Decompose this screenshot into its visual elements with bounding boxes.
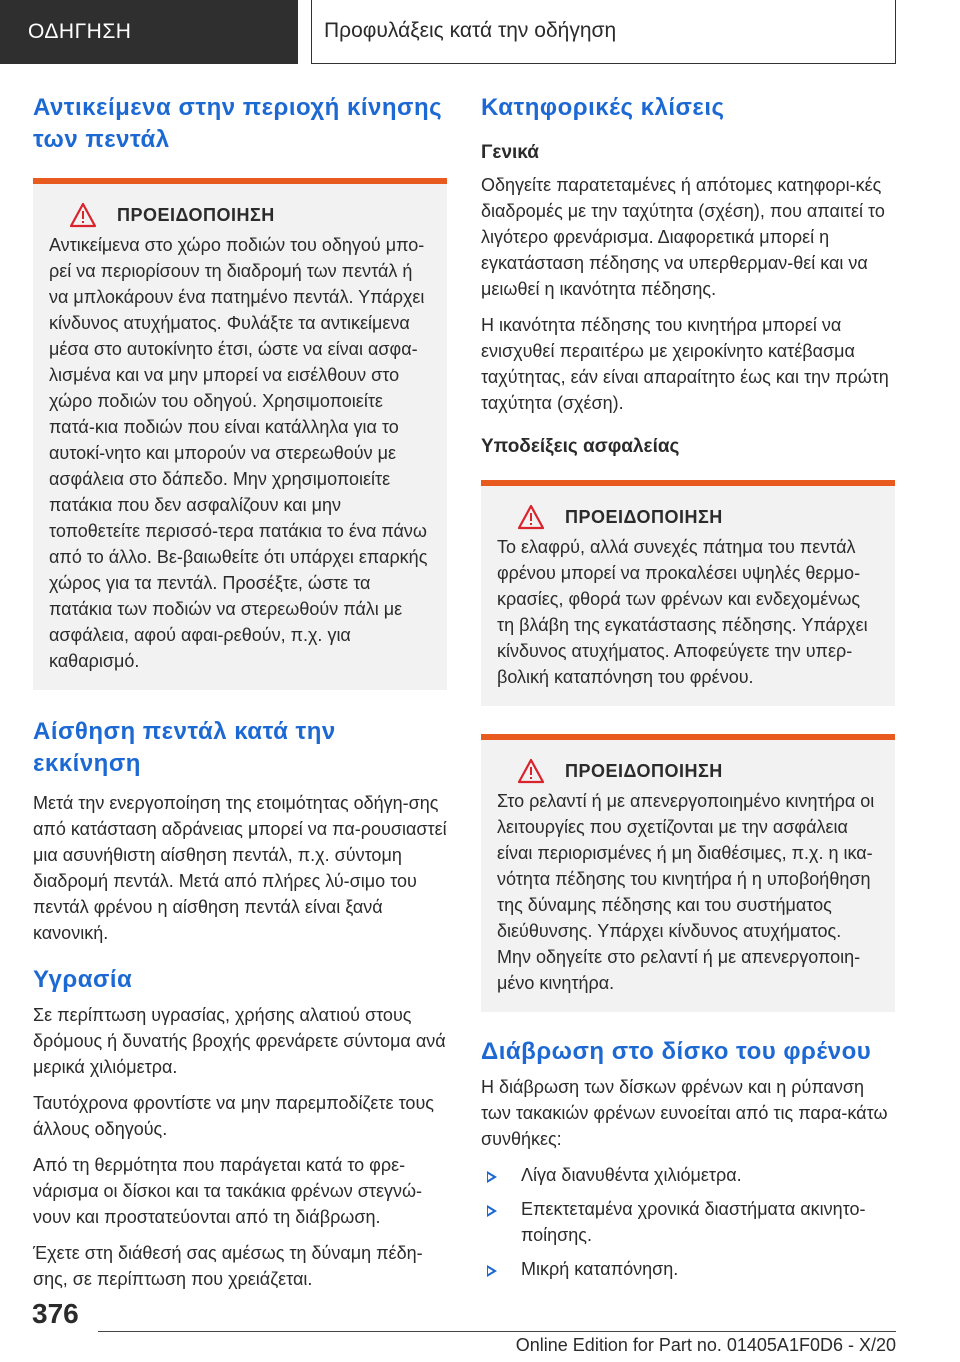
warning-box — [33, 178, 447, 690]
bullet-list — [481, 1162, 895, 1282]
warning-box — [481, 734, 895, 1012]
list-item-text: Επεκτεταμένα χρονικά διαστήματα ακινητο-ποίησης. — [521, 1199, 866, 1245]
paragraph: Από τη θερμότητα που παράγεται κατά το φρε-νάρισμα οι δίσκοι και τα τακάκια φρένων στεγνώ-νουν και προστατεύονται από τη διάβρωση. — [33, 1155, 423, 1227]
paragraph: Έχετε στη διάθεσή σας αμέσως τη δύναμη πέδη-σης, σε περίπτωση που χρειάζεται. — [33, 1243, 423, 1289]
left-column — [33, 92, 447, 1302]
warning-header — [49, 202, 431, 228]
warning-title: ΠΡΟΕΙΔΟΠΟΙΗΣΗ — [117, 204, 275, 225]
list-item-text: Μικρή καταπόνηση. — [521, 1259, 679, 1279]
bullet-triangle-icon — [487, 1205, 497, 1217]
heading-downhill: Κατηφορικές κλίσεις — [481, 94, 725, 121]
heading-humidity: Υγρασία — [33, 966, 133, 993]
warning-triangle-icon — [517, 504, 545, 530]
paragraph: Σε περίπτωση υγρασίας, χρήσης αλατιού στους δρόμους ή δυνατής βροχής φρενάρετε σύντομα ανά μερικά χιλιόμετρα. — [33, 1005, 446, 1077]
warning-title: ΠΡΟΕΙΔΟΠΟΙΗΣΗ — [565, 760, 723, 781]
heading-pedal-objects: Αντικείμενα στην περιοχή κίνησης των πεντάλ — [33, 94, 443, 153]
heading-pedal-feel: Αίσθηση πεντάλ κατά την εκκίνηση — [33, 718, 336, 777]
bullet-triangle-icon — [487, 1171, 497, 1183]
warning-text: Αντικείμενα στο χώρο ποδιών του οδηγού μπο-ρεί να περιορίσουν τη διαδρομή των πεντάλ ή να μπλοκάρουν ένα πατημένο πεντάλ. Υπάρχει κίνδυνος ατυχήματος. Φυλάξτε τα αντικείμενα μέσα στο αυτοκίνητο έτσι, ώστε να είναι ασφα-λισμένα και να μην μπορεί να εισέλθουν στο χώρο ποδιών του οδηγού. Χρησιμοποιείτε πατά-κια ποδιών που είναι κατάλληλα για το αυτοκί-νητο και μπορούν να στερεωθούν με ασφάλεια στο δάπεδο. Μην χρησιμοποιείτε πατάκια που δεν ασφαλίζουν και μην τοποθετείτε περισσό-τερα πατάκια το ένα πάνω από το άλλο. Βε-βαιωθείτε ότι υπάρχει επαρκής χώρος για τα πεντάλ. Προσέξτε, ώστε τα πατάκια των ποδιών να στερεωθούν πάλι με ασφάλεια, αφού αφαι-ρεθούν, π.χ. για καθαρισμό. — [49, 235, 428, 671]
section-title: Προφυλάξεις κατά την οδήγηση — [311, 0, 896, 64]
subheading-general: Γενικά — [481, 142, 539, 163]
warning-text: Το ελαφρύ, αλλά συνεχές πάτημα του πεντάλ φρένου μπορεί να προκαλέσει υψηλές θερμο-κρασίες, φθορά των φρένων και ενδεχομένως τη βλάβη της εγκατάστασης πέδησης. Υπάρχει κίνδυνος ατυχήματος. Αποφεύγετε την υπερ-βολική καταπόνηση του φρένου. — [497, 537, 868, 687]
footer-divider — [98, 1331, 896, 1332]
warning-title: ΠΡΟΕΙΔΟΠΟΙΗΣΗ — [565, 506, 723, 527]
footer-edition[interactable]: Online Edition for Part no. 01405A1F0D6 - X/20 — [515, 1335, 896, 1355]
subheading-safety-notes: Υποδείξεις ασφαλείας — [481, 436, 680, 457]
heading-disc-corrosion: Διάβρωση στο δίσκο του φρένου — [481, 1038, 872, 1065]
right-column — [481, 92, 895, 1290]
list-item — [481, 1196, 895, 1248]
warning-triangle-icon — [517, 758, 545, 784]
list-item — [481, 1256, 895, 1282]
page-number: 376 — [32, 1298, 79, 1329]
list-item — [481, 1162, 895, 1188]
bullet-triangle-icon — [487, 1265, 497, 1277]
warning-box — [481, 480, 895, 706]
paragraph: Ταυτόχρονα φροντίστε να μην παρεμποδίζετε τους άλλους οδηγούς. — [33, 1093, 434, 1139]
chapter-tab[interactable]: ΟΔΗΓΗΣΗ — [0, 0, 298, 64]
warning-header — [497, 758, 879, 784]
paragraph: Οδηγείτε παρατεταμένες ή απότομες κατηφορι-κές διαδρομές με την ταχύτητα (σχέση), που απαιτεί το λιγότερο φρενάρισμα. Διαφορετικά μπορεί η εγκατάσταση πέδησης να υπερθερμαν-θεί και να μειωθεί η ικανότητα πέδησης. — [481, 175, 885, 299]
list-item-text: Λίγα διανυθέντα χιλιόμετρα. — [521, 1165, 742, 1185]
paragraph: Η διάβρωση των δίσκων φρένων και η ρύπανση των τακακιών φρένων ευνοείται από τις παρα-κάτω συνθήκες: — [481, 1077, 888, 1149]
warning-triangle-icon — [69, 202, 97, 228]
warning-text: Στο ρελαντί ή με απενεργοποιημένο κινητήρα οι λειτουργίες που σχετίζονται με την ασφάλεια είναι περιορισμένες ή μη διαθέσιμες, π.χ. η ικα-νότητα πέδησης του κινητήρα ή η υποβοήθηση της δύναμης πέδησης και του συστήματος διεύθυνσης. Υπάρχει κίνδυνος ατυχήματος. Μην οδηγείτε στο ρελαντί ή με απενεργοποιη-μένο κινητήρα. — [497, 791, 875, 993]
paragraph: Μετά την ενεργοποίηση της ετοιμότητας οδήγη-σης από κατάσταση αδράνειας μπορεί να πα-ρουσιαστεί μια ασυνήθιστη αίσθηση πεντάλ, π.χ. σύντομη διαδρομή πεντάλ. Μετά από πλήρες λύ-σιμο του πεντάλ φρένου η αίσθηση πεντάλ είναι ξανά κανονική. — [33, 793, 447, 943]
warning-header — [497, 504, 879, 530]
paragraph: Η ικανότητα πέδησης του κινητήρα μπορεί να ενισχυθεί περαιτέρω με χειροκίνητο κατέβασμα ταχύτητας, εάν είναι απαραίτητο έως και την πρώτη ταχύτητα (σχέση). — [481, 315, 889, 413]
